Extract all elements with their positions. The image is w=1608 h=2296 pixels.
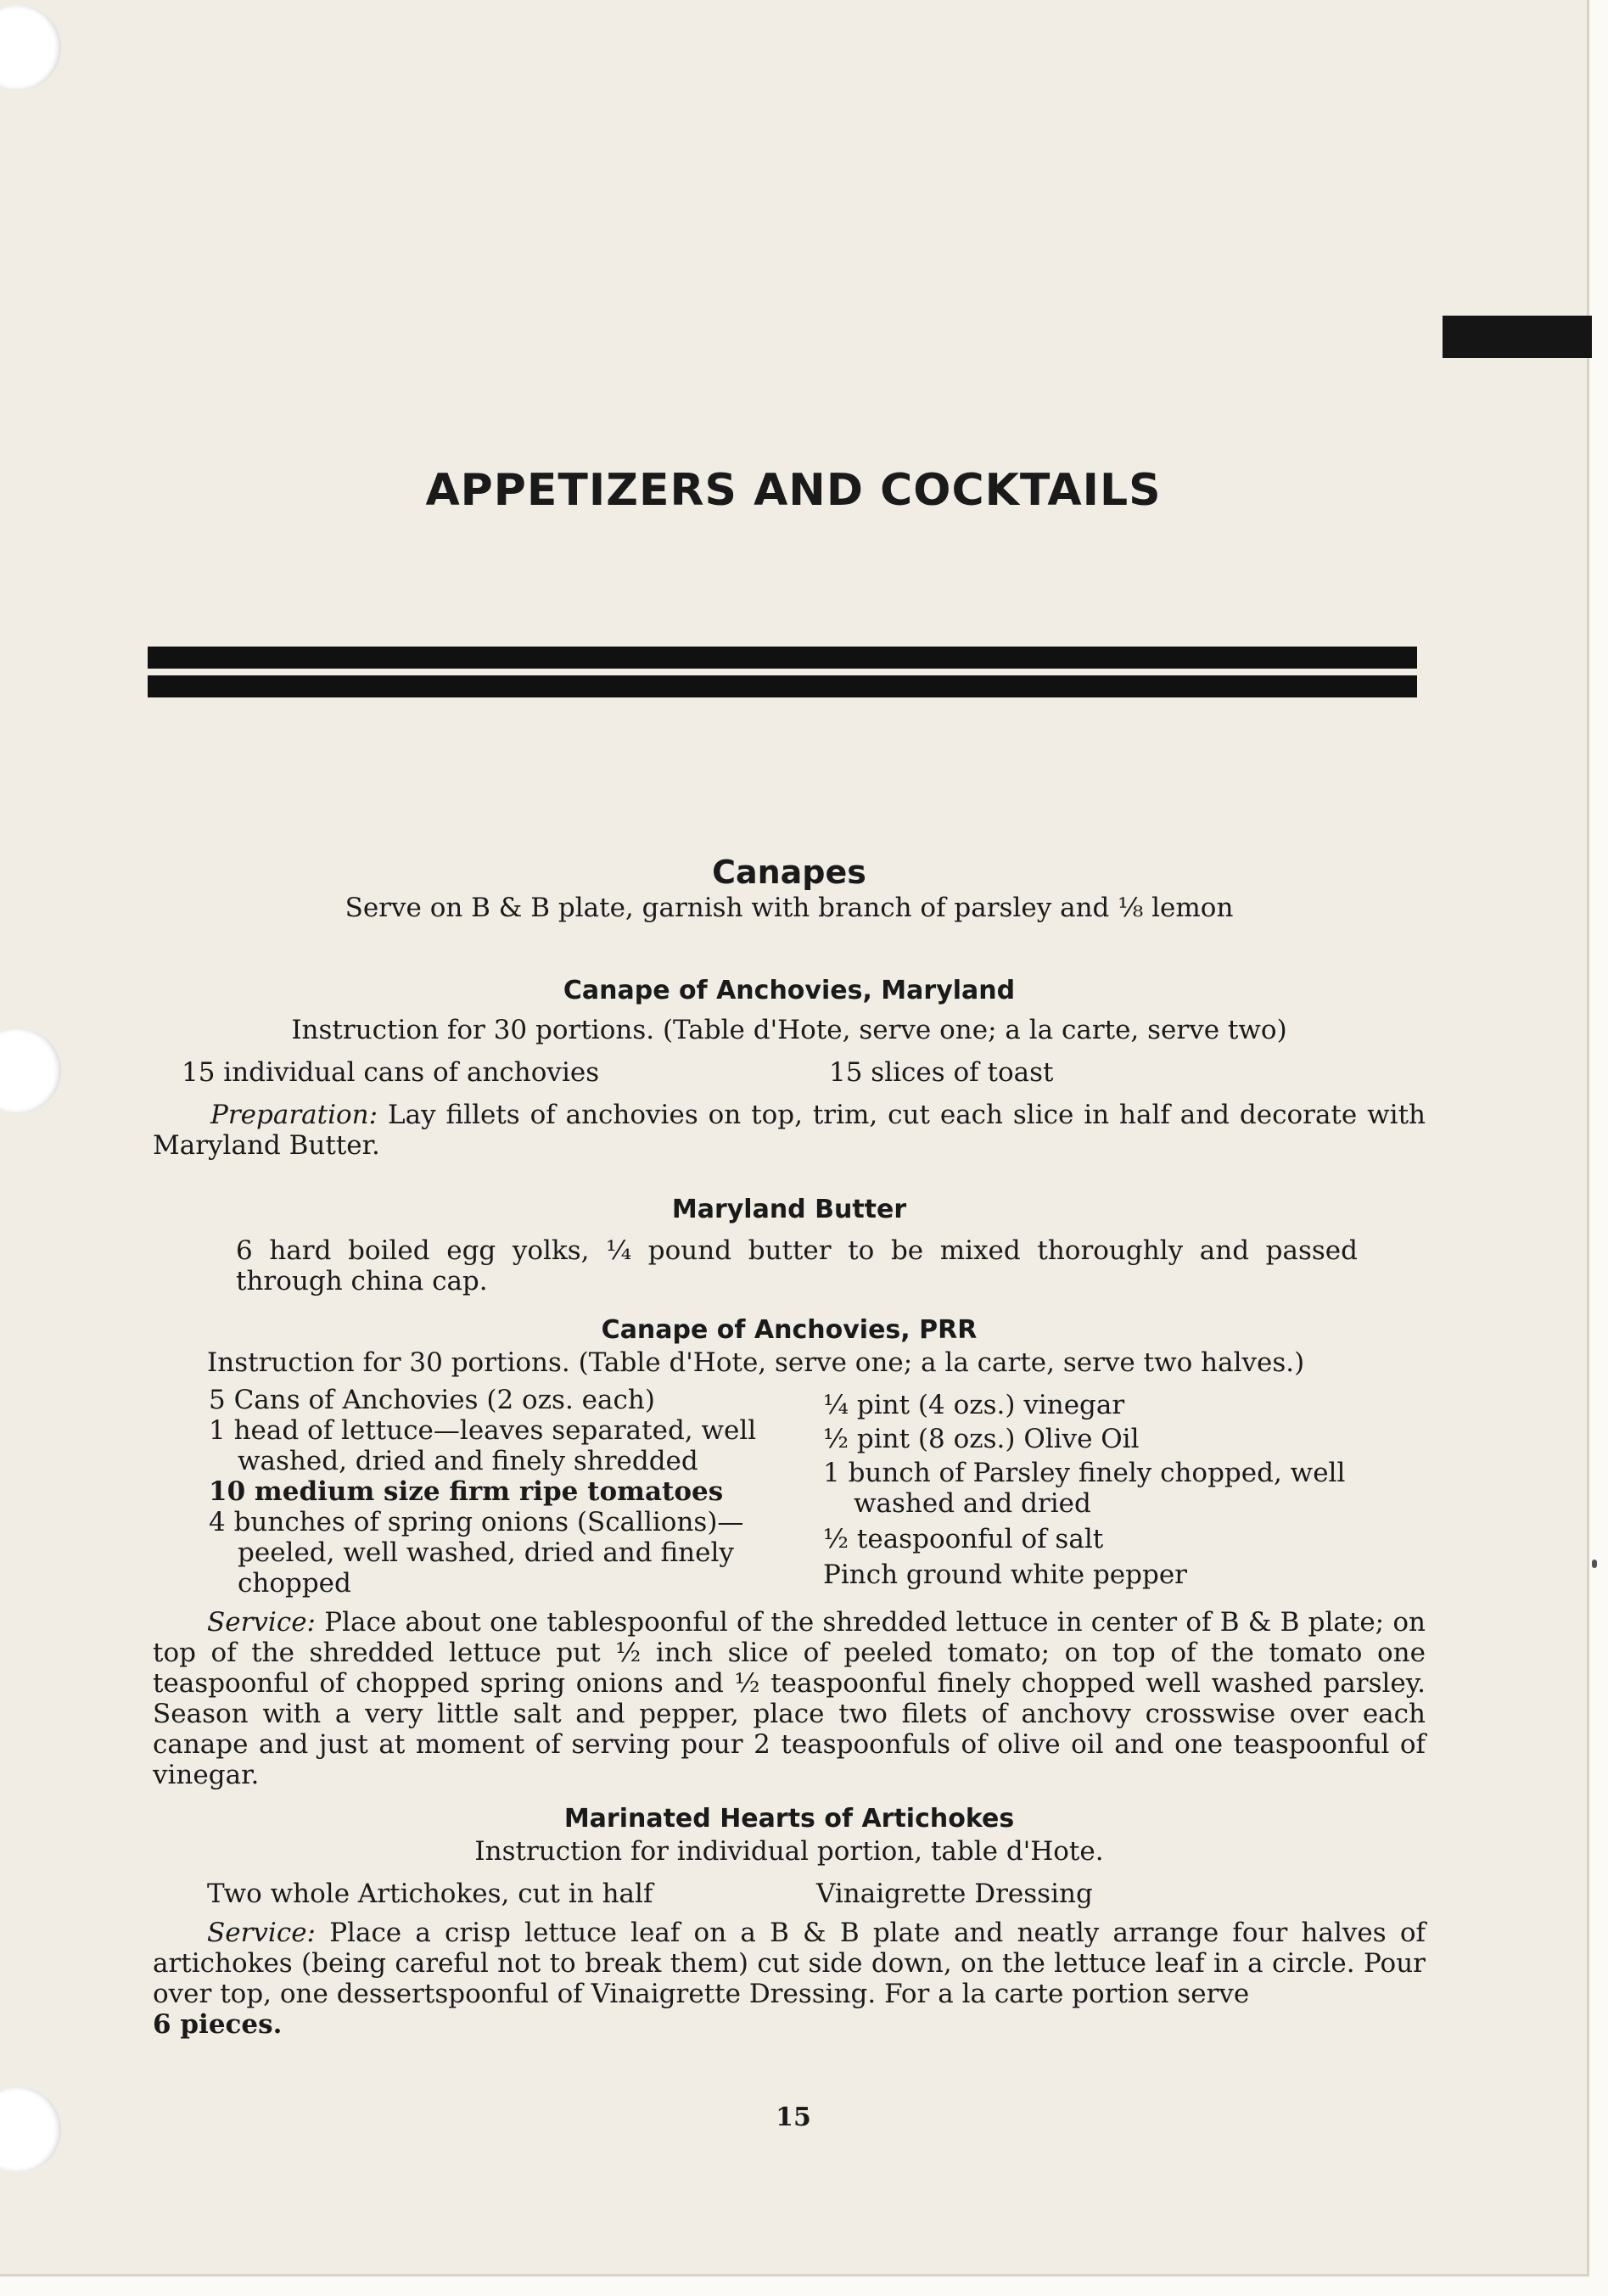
ingredient-item: 1 bunch of Parsley finely chopped, well washed and dried (823, 1458, 1346, 1519)
ingredient-item: Pinch ground white pepper (823, 1560, 1187, 1590)
title-rule-lower (148, 675, 1417, 697)
ingredient-item: 4 bunches of spring onions (Scallions)—peeled, well washed, dried and finely chopped (209, 1507, 744, 1599)
anchovies-maryland-instruction: Instruction for 30 portions. (Table d'Hote, serve one; a la carte, serve two) (291, 1015, 1287, 1045)
page-number: 15 (776, 2103, 811, 2132)
canapes-heading: Canapes (712, 854, 866, 891)
canapes-section (153, 852, 1426, 923)
anchovies-maryland-preparation (153, 1100, 1426, 1161)
service-label: Service: (207, 1918, 316, 1948)
canapes-subtitle: Serve on B & B plate, garnish with branch of parsley and ⅛ lemon (345, 893, 1234, 923)
artichokes-service-end: 6 pieces. (153, 2009, 283, 2040)
anchovies-maryland-section (153, 974, 1426, 1161)
ingredients-right-column (789, 1385, 1426, 1599)
ingredient-item: ½ teaspoonful of salt (823, 1524, 1104, 1554)
artichokes-ingredients (153, 1879, 1426, 1909)
ingredient-right: 15 slices of toast (829, 1057, 1054, 1088)
service-text: Place about one tablespoonful of the shredded lettuce in center of B & B plate; on top of the shredded lettuce put ½ inch slice of peeled tomato; on top of the tomato one teaspoonful of chopped spring onions and ½ teaspoonful finely chopped well washed parsley. Season with a very little salt and pepper, place two filets of anchovy crosswise over each canape and just at moment of serving pour 2 teaspoonfuls of olive oil and one teaspoonful of vinegar. (153, 1607, 1426, 1790)
artichokes-section (153, 1802, 1426, 2040)
ingredient-item: ½ pint (8 ozs.) Olive Oil (823, 1424, 1140, 1454)
ingredient-left: Two whole Artichokes, cut in half (207, 1879, 653, 1909)
anchovies-prr-section (153, 1313, 1426, 1790)
title-rule-upper (148, 647, 1417, 669)
preparation-label: Preparation: (210, 1100, 378, 1130)
ingredient-left: 15 individual cans of anchovies (182, 1057, 600, 1088)
service-text: Place a crisp lettuce leaf on a B & B plate and neatly arrange four halves of artichokes (being careful not to break them) cut side down, on the lettuce leaf in a circle. Pour over top, one dessertspoonful of Vinaigrette Dressing. For a la carte portion serve (153, 1918, 1426, 2009)
ingredient-item: 10 medium size firm ripe tomatoes (209, 1476, 724, 1507)
maryland-butter-section (153, 1193, 1426, 1296)
artichokes-service (153, 1918, 1426, 2009)
anchovies-maryland-ingredients (153, 1057, 1426, 1088)
page-title: APPETIZERS AND COCKTAILS (425, 465, 1162, 516)
maryland-butter-heading: Maryland Butter (671, 1195, 907, 1224)
ingredient-right: Vinaigrette Dressing (816, 1879, 1093, 1909)
anchovies-prr-service (153, 1607, 1426, 1790)
artichokes-instruction: Instruction for individual portion, table d'Hote. (474, 1836, 1104, 1867)
ingredients-left-column (153, 1385, 789, 1599)
ingredient-item: 1 head of lettuce—leaves separated, well washed, dried and finely shredded (209, 1415, 757, 1476)
section-tab-marker (1443, 316, 1592, 358)
preparation-text: Lay fillets of anchovies on top, trim, cut each slice in half and decorate with Maryland Butter. (153, 1100, 1426, 1161)
anchovies-prr-ingredients (153, 1385, 1426, 1599)
service-label: Service: (207, 1607, 316, 1638)
anchovies-prr-instruction: Instruction for 30 portions. (Table d'Hote, serve one; a la carte, serve two halves.) (207, 1347, 1305, 1378)
maryland-butter-text: 6 hard boiled egg yolks, ¼ pound butter to be mixed thoroughly and passed through china cap. (236, 1235, 1358, 1296)
ingredient-item: 5 Cans of Anchovies (2 ozs. each) (209, 1385, 655, 1415)
anchovies-maryland-heading: Canape of Anchovies, Maryland (563, 976, 1016, 1005)
ingredient-item: ¼ pint (4 ozs.) vinegar (823, 1390, 1125, 1420)
artichokes-heading: Marinated Hearts of Artichokes (563, 1804, 1015, 1834)
anchovies-prr-heading: Canape of Anchovies, PRR (601, 1315, 978, 1345)
ink-speck (1592, 1560, 1597, 1568)
